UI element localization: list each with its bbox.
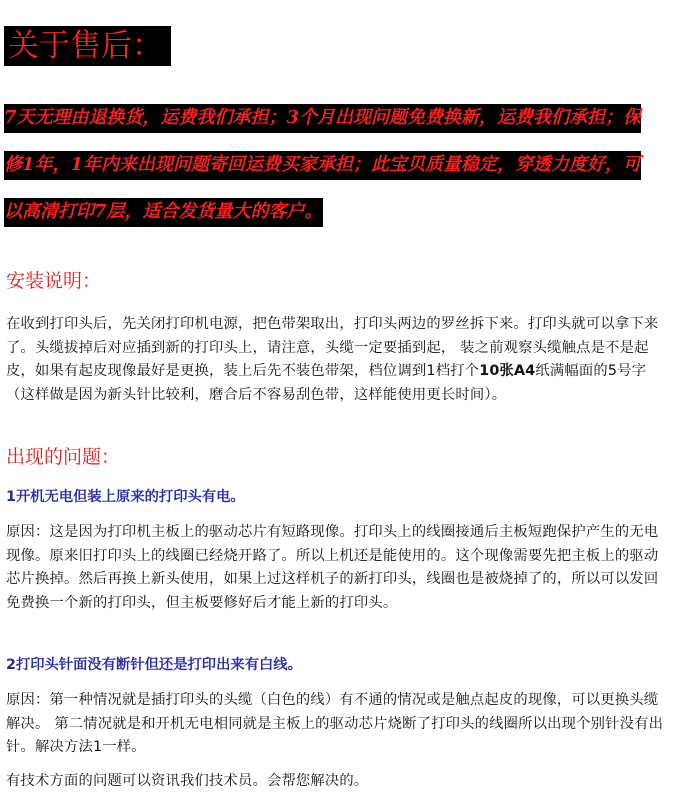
problem-2-question: 2打印头针面没有断针但还是打印出来有白线。 [6,657,302,673]
after-sales-policy [4,94,644,235]
installation-title: 安装说明： [6,270,102,292]
problems-title: 出现的问题： [6,446,121,468]
after-sales-policy-text: 7天无理由退换货，运费我们承担；3个月出现问题免费换新，运费我们承担；保修1年，1年内来出现问题寄回运费买家承担；此宝贝质量稳定，穿透力度好，可以高清打印7层，适合发货量大的客户。 [4,104,641,227]
installation-text-bold: 10张A4 [479,363,536,379]
installation-text-2: 纸满幅面的5号字（这样做是因为新头针比较利，磨合后不容易刮色带，这样能使用更长时间）。 [6,363,647,403]
problem-1-answer: 原因：这是因为打印机主板上的驱动芯片有短路现像。打印头上的线圈接通后主板短跑保护产生的无电现像。原来旧打印头上的线圈已经烧开路了。所以上机还是能使用的。这个现像需要先把主板上的驱动芯片换掉。然后再换上新头使用，如果上过这样机子的新打印头，线圈也是被烧掉了的，所以可以发回免费换一个新的打印头，但主板要修好后才能上新的打印头。 [6,524,659,611]
installation-body [6,313,670,407]
after-sales-title: 关于售后： [4,26,171,66]
problem-2-answer: 原因：第一种情况就是插打印头的头缆（白色的线）有不通的情况或是触点起皮的现像，可以更换头缆解决。 第二情况就是和开机无电相同就是主板上的驱动芯片烧断了打印头的线圈所以出现个别针没有出针。解决方法1一样。 [6,692,664,755]
installation-text-1: 在收到打印头后，先关闭打印机电源，把色带架取出，打印头两边的罗丝拆下来。打印头就可以拿下来了。头缆拔掉后对应插到新的打印头上，请注意，头缆一定要插到起， 装之前观察头缆触点是不是起皮，如果有起皮现像最好是更换，装上后先不装色带架，档位调到1档打个 [6,316,659,379]
problem-1-question: 1开机无电但装上原来的打印头有电。 [6,489,245,505]
footer-note: 有技术方面的问题可以资讯我们技术员。会帮您解决的。 [6,773,369,789]
